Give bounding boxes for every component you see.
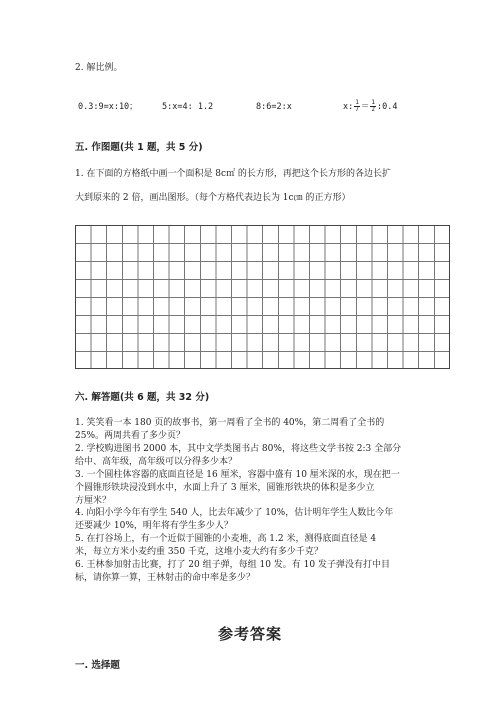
question-text-line: 给中、高年级，高年级可以分得多少本？: [75, 457, 238, 467]
equation-3: 8:6=2:x: [256, 102, 292, 112]
drawing-question-line-2: 大到原来的 2 倍，画出图形。（每个方格代表边长为 1c㎝ 的正方形）: [75, 193, 351, 203]
question-text-line: 6. 王林参加射击比赛，打了 20 组子弹，每组 10 发。有 10 发子弹没有打中目: [75, 560, 390, 570]
fraction-denominator: 2: [371, 106, 376, 113]
question-text-line: 个圆锥形铁块浸没到水中，水面上升了 3 厘米，圆锥形铁块的体积是多少立: [75, 483, 375, 493]
answer-key-title: 参考答案: [217, 625, 282, 643]
question-text-line: 2. 学校购进图书 2000 本，其中文学类图书占 80%，将这些文学书按 2:3 全部分: [75, 444, 402, 454]
question-text-line: 4. 向阳小学今年有学生 540 人，比去年减少了 10%，估计明年学生人数比今年: [75, 508, 394, 518]
question-text-line: 标，请你算一算，王林射击的命中率是多少？: [75, 573, 256, 583]
question-text-line: 1. 笑笑看一本 180 页的故事书，第一周看了全书的 40%，第二周看了全书的: [75, 418, 385, 428]
question-text-line: 5. 在打谷场上，有一个近似于圆锥的小麦堆，高 1.2 米，测得底面直径是 4: [75, 534, 377, 544]
fraction-denominator: 7: [355, 106, 359, 113]
section-6-heading: 六. 解答题(共 6 题，共 32 分): [75, 392, 210, 403]
equation-1: 0.3:9=x:10；: [78, 102, 138, 112]
fraction-numerator: 1: [371, 99, 376, 106]
question-text-line: 还要减少 10%，明年将有学生多少人？: [75, 521, 233, 531]
answers-section-1-heading: 一. 选择题: [75, 660, 120, 671]
equation-2: 5:x=4: 1.2: [162, 102, 214, 112]
question-text-line: 25%。两周共看了多少页？: [75, 431, 186, 441]
drawing-question-line-1: 1. 在下面的方格纸中画一个面积是 8c㎡ 的长方形，再把这个长方形的各边长扩: [75, 169, 391, 179]
equation-4-prefix: x:: [343, 102, 354, 112]
question-text-line: 方厘米？: [75, 496, 112, 506]
grid-paper[interactable]: [75, 225, 450, 369]
solve-proportion-label: 2. 解比例。: [75, 63, 123, 73]
section-5-heading: 五. 作图题(共 1 题，共 5 分): [75, 142, 203, 153]
question-text-line: 3. 一个圆柱体容器的底面直径是 16 厘米，容器中盛有 10 厘米深的水，现在把一: [75, 470, 400, 480]
question-text-line: 米，每立方米小麦约重 350 千克，这堆小麦大约有多少千克？: [75, 547, 323, 557]
equation-4: [343, 98, 398, 116]
fraction-one-half: [370, 100, 376, 113]
fraction-numerator: 1: [355, 99, 359, 106]
equation-4-equals: ＝: [360, 102, 370, 112]
equation-4-suffix: :0.4: [377, 102, 398, 112]
fraction-one-seventh: [354, 100, 360, 113]
